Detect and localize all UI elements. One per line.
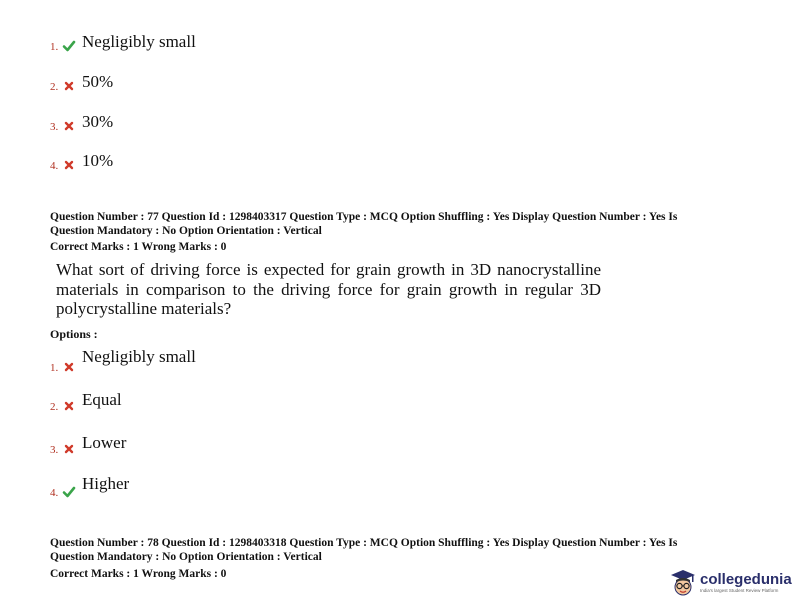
q77-marks: Correct Marks : 1 Wrong Marks : 0: [50, 241, 227, 253]
q77-question-text: What sort of driving force is expected for grain growth in 3D nanocrystalline materials in comparison to the driving force for grain growth in regular 3D polycrystalline materials?: [56, 260, 601, 318]
q78-marks: Correct Marks : 1 Wrong Marks : 0: [50, 568, 227, 580]
check-icon: [62, 485, 76, 499]
cross-icon: [62, 79, 76, 93]
q78-meta-line1: Question Number : 78 Question Id : 1298403318 Question Type : MCQ Option Shuffling : Yes Display Question Number : Yes Is: [50, 537, 678, 549]
option-number: 4.: [50, 487, 59, 499]
option-text: 30%: [82, 112, 114, 131]
q77-meta-line1: Question Number : 77 Question Id : 1298403317 Question Type : MCQ Option Shuffling : Yes Display Question Number : Yes Is: [50, 211, 678, 223]
q77-meta-line2: Question Mandatory : No Option Orientation : Vertical: [50, 224, 322, 237]
q77-meta: [50, 211, 730, 255]
cross-icon: [62, 442, 76, 456]
prev-option-1: [50, 33, 196, 53]
collegedunia-logo: [670, 568, 792, 598]
q77-option-2: [50, 391, 122, 413]
logo-name: collegedunia: [700, 571, 792, 588]
prev-option-4: [50, 152, 113, 172]
q77-options-label: Options :: [50, 327, 98, 341]
cross-icon: [62, 399, 76, 413]
q78-meta: [50, 537, 730, 582]
q77-option-1: [50, 348, 196, 374]
option-text: Negligibly small: [82, 32, 196, 51]
option-number: 2.: [50, 401, 59, 413]
option-number: 3.: [50, 444, 59, 456]
option-text: 50%: [82, 72, 114, 91]
logo-tagline: India's largest Student Review Platform: [700, 588, 779, 593]
option-number: 4.: [50, 160, 59, 172]
cross-icon: [62, 158, 76, 172]
check-icon: [62, 39, 76, 53]
option-number: 2.: [50, 81, 59, 93]
option-text: Lower: [82, 433, 127, 452]
cross-icon: [62, 119, 76, 133]
q78-meta-line2: Question Mandatory : No Option Orientation : Vertical: [50, 550, 322, 563]
q77-option-4: [50, 475, 129, 499]
option-number: 1.: [50, 41, 59, 53]
option-text: 10%: [82, 151, 114, 170]
option-text: Equal: [82, 390, 122, 409]
prev-option-3: [50, 113, 113, 133]
option-text: Negligibly small: [82, 347, 196, 366]
q77-option-3: [50, 434, 126, 456]
option-number: 3.: [50, 121, 59, 133]
option-text: Higher: [82, 474, 130, 493]
cross-icon: [62, 360, 76, 374]
graduate-mascot-icon: [670, 568, 696, 598]
option-number: 1.: [50, 362, 59, 374]
prev-option-2: [50, 73, 113, 93]
